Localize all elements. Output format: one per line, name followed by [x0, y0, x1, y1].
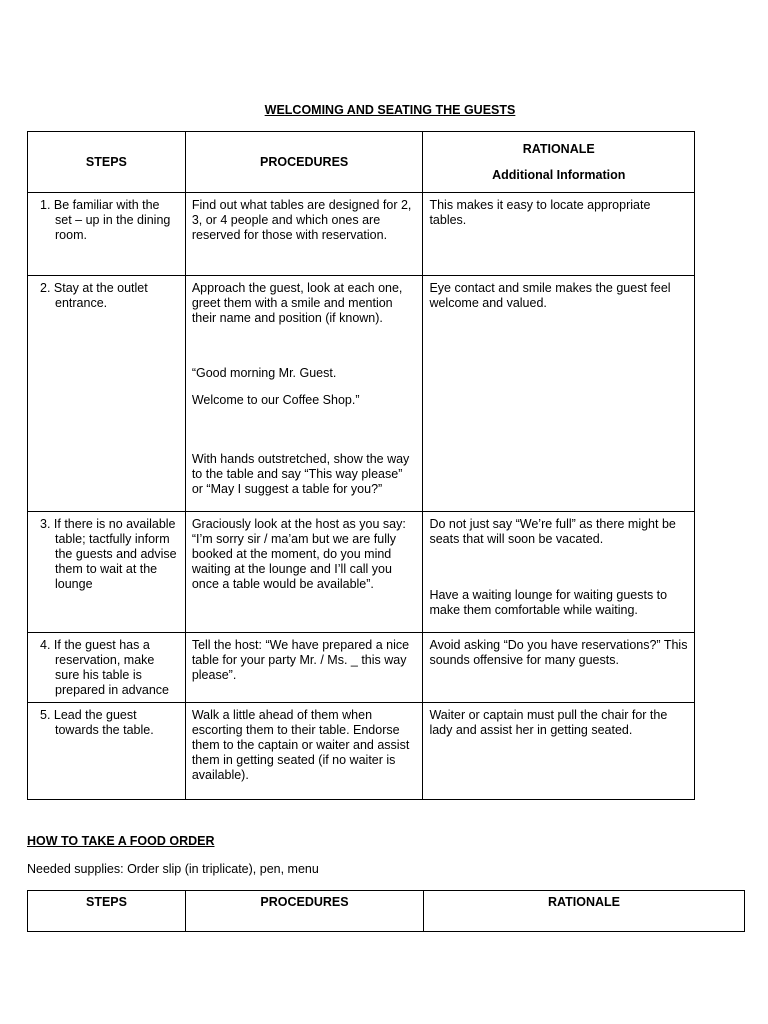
header-rationale: RATIONALE — [424, 891, 745, 932]
greeting-line-2: Welcome to our Coffee Shop.” — [191, 393, 360, 407]
procedure-text: With hands outstretched, show the way to the table and say “This way please” or “May I suggest a table for you?” — [191, 452, 410, 496]
header-rationale — [423, 132, 695, 193]
header-steps: STEPS — [28, 891, 186, 932]
rationale-text: Have a waiting lounge for waiting guests to make them comfortable while waiting. — [429, 588, 668, 617]
document-title: WELCOMING AND SEATING THE GUESTS — [264, 103, 516, 117]
step-cell: 2. Stay at the outlet entrance. — [40, 281, 148, 310]
seating-procedure-table — [27, 131, 695, 800]
rationale-text: Avoid asking “Do you have reservations?” This sounds offensive for many guests. — [429, 638, 688, 667]
rationale-text: Waiter or captain must pull the chair for the lady and assist her in getting seated. — [429, 708, 668, 737]
rationale-text: This makes it easy to locate appropriate tables. — [429, 198, 651, 227]
procedure-text: Tell the host: “We have prepared a nice table for your party Mr. / Ms. _ this way please”. — [191, 638, 410, 682]
step-cell: 3. If there is no available table; tactfully inform the guests and advise them to wait at the lounge — [40, 517, 177, 591]
table-row — [28, 633, 695, 703]
header-steps: STEPS — [28, 132, 186, 193]
procedure-text: Graciously look at the host as you say: “I’m sorry sir / ma’am but we are fully booked at the moment, do you mind waiting at the lounge and I’ll call you once a table would be available”. — [191, 517, 406, 591]
step-cell: 4. If the guest has a reservation, make sure his table is prepared in advance — [40, 638, 169, 697]
rationale-text: Eye contact and smile makes the guest feel welcome and valued. — [429, 281, 671, 310]
needed-supplies-text: Needed supplies: Order slip (in triplicate), pen, menu — [27, 862, 319, 876]
table-row — [28, 276, 695, 512]
table-row — [28, 703, 695, 800]
table-row — [28, 512, 695, 633]
procedure-text: Approach the guest, look at each one, greet them with a smile and mention their name and position (if known). — [191, 281, 403, 325]
food-order-table — [27, 890, 745, 932]
rationale-text: Do not just say “We’re full” as there might be seats that will soon be vacated. — [429, 517, 676, 546]
header-procedures: PROCEDURES — [186, 891, 424, 932]
header-additional-info: Additional Information — [492, 167, 626, 182]
section-heading-food-order: HOW TO TAKE A FOOD ORDER — [27, 834, 215, 848]
greeting-line-1: “Good morning Mr. Guest. — [191, 366, 337, 380]
table-header-row — [28, 891, 745, 932]
header-rationale-label: RATIONALE — [522, 141, 595, 156]
table-header-row — [28, 132, 695, 193]
procedure-text: Find out what tables are designed for 2, 3, or 4 people and which ones are reserved for those with reservation. — [191, 198, 412, 242]
step-cell: 5. Lead the guest towards the table. — [40, 708, 154, 737]
header-procedures: PROCEDURES — [185, 132, 423, 193]
table-row — [28, 193, 695, 276]
procedure-text: Walk a little ahead of them when escorting them to their table. Endorse them to the captain or waiter and assist them in getting seated (if no waiter is available). — [191, 708, 410, 782]
step-cell: 1. Be familiar with the set – up in the dining room. — [40, 198, 171, 242]
